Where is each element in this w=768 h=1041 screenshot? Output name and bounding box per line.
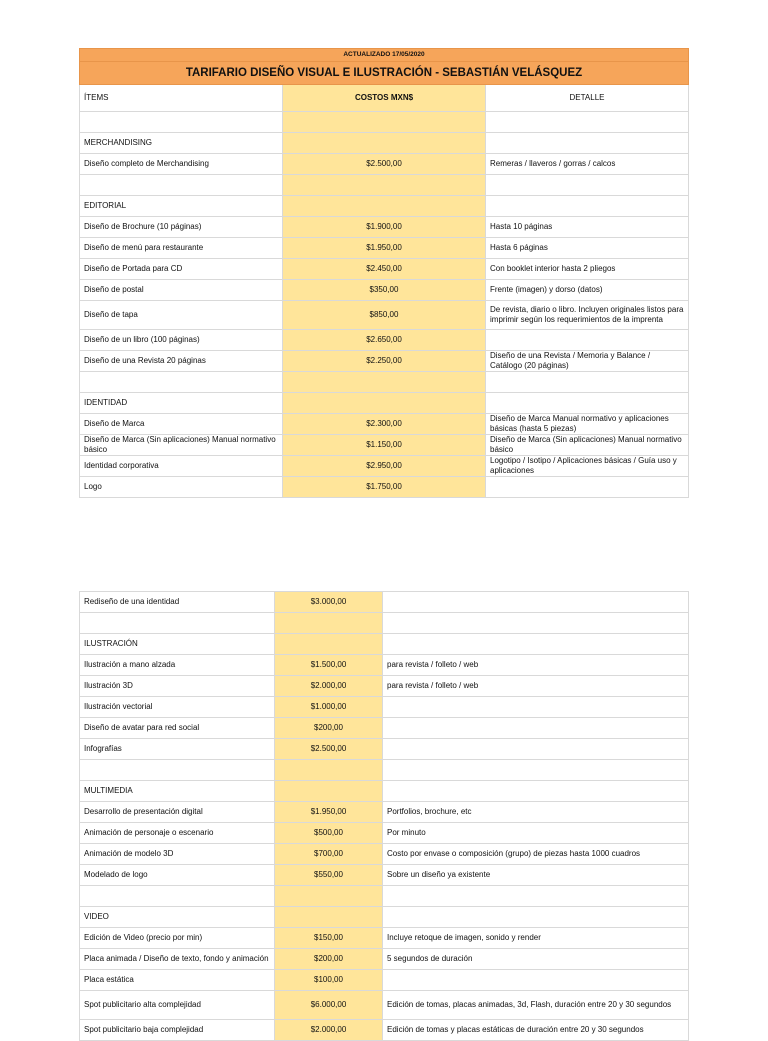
table-row: [80, 154, 689, 175]
pricing-table-bottom: [79, 591, 689, 1041]
item-cell: MULTIMEDIA: [80, 781, 275, 802]
item-cell: Diseño completo de Merchandising: [80, 154, 283, 175]
item-cell: [80, 112, 283, 133]
detail-cell: [486, 133, 689, 154]
item-cell: Spot publicitario alta complejidad: [80, 991, 275, 1020]
cost-cell: [283, 393, 486, 414]
table-row: [80, 991, 689, 1020]
detail-cell: Hasta 6 páginas: [486, 238, 689, 259]
item-cell: Infografías: [80, 739, 275, 760]
table-row: [80, 613, 689, 634]
detail-cell: Hasta 10 páginas: [486, 217, 689, 238]
item-cell: Modelado de logo: [80, 865, 275, 886]
table-row: [80, 133, 689, 154]
column-header-detail: DETALLE: [486, 85, 689, 112]
detail-cell: Con booklet interior hasta 2 pliegos: [486, 259, 689, 280]
item-cell: Diseño de menú para restaurante: [80, 238, 283, 259]
cost-cell: $100,00: [275, 970, 383, 991]
detail-cell: Diseño de una Revista / Memoria y Balance / Catálogo (20 páginas): [486, 351, 689, 372]
item-cell: Rediseño de una identidad: [80, 592, 275, 613]
table-row: [80, 634, 689, 655]
cost-cell: $1.500,00: [275, 655, 383, 676]
item-cell: Diseño de Portada para CD: [80, 259, 283, 280]
title-row: [80, 62, 689, 85]
item-cell: Ilustración vectorial: [80, 697, 275, 718]
column-header-items: ÍTEMS: [80, 85, 283, 112]
table-row: [80, 217, 689, 238]
item-cell: Identidad corporativa: [80, 456, 283, 477]
item-cell: Animación de personaje o escenario: [80, 823, 275, 844]
item-cell: Diseño de Marca: [80, 414, 283, 435]
detail-cell: Edición de tomas, placas animadas, 3d, Flash, duración entre 20 y 30 segundos: [383, 991, 689, 1020]
cost-cell: [275, 886, 383, 907]
cost-cell: $2.500,00: [283, 154, 486, 175]
cost-cell: $2.650,00: [283, 330, 486, 351]
item-cell: Edición de Video (precio por min): [80, 928, 275, 949]
cost-cell: $550,00: [275, 865, 383, 886]
item-cell: Diseño de tapa: [80, 301, 283, 330]
cost-cell: $350,00: [283, 280, 486, 301]
detail-cell: Frente (imagen) y dorso (datos): [486, 280, 689, 301]
table-row: [80, 435, 689, 456]
detail-cell: [383, 697, 689, 718]
item-cell: MERCHANDISING: [80, 133, 283, 154]
cost-cell: $2.450,00: [283, 259, 486, 280]
item-cell: Diseño de una Revista 20 páginas: [80, 351, 283, 372]
item-cell: IDENTIDAD: [80, 393, 283, 414]
table-row: [80, 970, 689, 991]
detail-cell: [486, 196, 689, 217]
detail-cell: [486, 477, 689, 498]
table-row: [80, 1020, 689, 1041]
table-row: [80, 739, 689, 760]
updated-row: [80, 49, 689, 62]
item-cell: [80, 760, 275, 781]
cost-cell: $1.150,00: [283, 435, 486, 456]
cost-cell: [275, 613, 383, 634]
detail-cell: Incluye retoque de imagen, sonido y render: [383, 928, 689, 949]
table-row: [80, 351, 689, 372]
column-header-row: [80, 85, 689, 112]
detail-cell: De revista, diario o libro. Incluyen originales listos para imprimir según los requerimientos de la imprenta: [486, 301, 689, 330]
item-cell: Diseño de postal: [80, 280, 283, 301]
updated-date: ACTUALIZADO 17/05/2020: [80, 49, 689, 62]
item-cell: VIDEO: [80, 907, 275, 928]
cost-cell: $2.000,00: [275, 1020, 383, 1041]
cost-cell: $1.000,00: [275, 697, 383, 718]
detail-cell: [383, 718, 689, 739]
cost-cell: [283, 196, 486, 217]
detail-cell: Edición de tomas y placas estáticas de duración entre 20 y 30 segundos: [383, 1020, 689, 1041]
table-row: [80, 238, 689, 259]
table-row: [80, 886, 689, 907]
cost-cell: $3.000,00: [275, 592, 383, 613]
item-cell: Placa estática: [80, 970, 275, 991]
cost-cell: $2.500,00: [275, 739, 383, 760]
table-row: [80, 718, 689, 739]
item-cell: [80, 372, 283, 393]
item-cell: Diseño de avatar para red social: [80, 718, 275, 739]
detail-cell: Costo por envase o composición (grupo) de piezas hasta 1000 cuadros: [383, 844, 689, 865]
table-row: [80, 823, 689, 844]
cost-cell: $200,00: [275, 949, 383, 970]
column-header-costs: COSTOS MXN$: [283, 85, 486, 112]
detail-cell: Diseño de Marca (Sin aplicaciones) Manual normativo básico: [486, 435, 689, 456]
item-cell: Diseño de Brochure (10 páginas): [80, 217, 283, 238]
item-cell: Ilustración a mano alzada: [80, 655, 275, 676]
cost-cell: $2.950,00: [283, 456, 486, 477]
cost-cell: $1.950,00: [275, 802, 383, 823]
cost-cell: $700,00: [275, 844, 383, 865]
table-row: [80, 676, 689, 697]
detail-cell: [486, 112, 689, 133]
detail-cell: Logotipo / Isotipo / Aplicaciones básicas / Guía uso y aplicaciones: [486, 456, 689, 477]
cost-cell: $150,00: [275, 928, 383, 949]
cost-cell: [275, 907, 383, 928]
table-row: [80, 196, 689, 217]
table-row: [80, 760, 689, 781]
table-row: [80, 655, 689, 676]
detail-cell: [383, 634, 689, 655]
table-row: [80, 802, 689, 823]
table-row: [80, 697, 689, 718]
cost-cell: [275, 760, 383, 781]
cost-cell: $1.950,00: [283, 238, 486, 259]
table-row: [80, 844, 689, 865]
cost-cell: $1.900,00: [283, 217, 486, 238]
detail-cell: [486, 372, 689, 393]
detail-cell: Por minuto: [383, 823, 689, 844]
item-cell: Desarrollo de presentación digital: [80, 802, 275, 823]
page-title: TARIFARIO DISEÑO VISUAL E ILUSTRACIÓN - SEBASTIÁN VELÁSQUEZ: [80, 62, 689, 85]
detail-cell: [383, 781, 689, 802]
table-row: [80, 175, 689, 196]
detail-cell: [383, 907, 689, 928]
table-row: [80, 301, 689, 330]
detail-cell: para revista / folleto / web: [383, 676, 689, 697]
detail-cell: 5 segundos de duración: [383, 949, 689, 970]
detail-cell: [383, 886, 689, 907]
detail-cell: [486, 330, 689, 351]
table-row: [80, 372, 689, 393]
cost-cell: [283, 175, 486, 196]
cost-cell: $6.000,00: [275, 991, 383, 1020]
cost-cell: [283, 372, 486, 393]
detail-cell: Diseño de Marca Manual normativo y aplicaciones básicas (hasta 5 piezas): [486, 414, 689, 435]
cost-cell: $200,00: [275, 718, 383, 739]
detail-cell: para revista / folleto / web: [383, 655, 689, 676]
detail-cell: [486, 393, 689, 414]
item-cell: Spot publicitario baja complejidad: [80, 1020, 275, 1041]
table-row: [80, 112, 689, 133]
item-cell: Diseño de un libro (100 páginas): [80, 330, 283, 351]
item-cell: Logo: [80, 477, 283, 498]
item-cell: ILUSTRACIÓN: [80, 634, 275, 655]
table-row: [80, 928, 689, 949]
table-row: [80, 907, 689, 928]
pricing-table-top: [79, 48, 689, 498]
cost-cell: [275, 781, 383, 802]
detail-cell: [383, 592, 689, 613]
detail-cell: [486, 175, 689, 196]
table-row: [80, 393, 689, 414]
cost-cell: $2.000,00: [275, 676, 383, 697]
table-row: [80, 456, 689, 477]
item-cell: [80, 613, 275, 634]
cost-cell: [275, 634, 383, 655]
cost-cell: $2.250,00: [283, 351, 486, 372]
table-row: [80, 280, 689, 301]
table-row: [80, 414, 689, 435]
item-cell: Ilustración 3D: [80, 676, 275, 697]
cost-cell: $850,00: [283, 301, 486, 330]
detail-cell: Sobre un diseño ya existente: [383, 865, 689, 886]
item-cell: [80, 886, 275, 907]
cost-cell: $500,00: [275, 823, 383, 844]
cost-cell: [283, 133, 486, 154]
table-row: [80, 592, 689, 613]
table-row: [80, 259, 689, 280]
table-row: [80, 781, 689, 802]
detail-cell: [383, 760, 689, 781]
item-cell: Diseño de Marca (Sin aplicaciones) Manual normativo básico: [80, 435, 283, 456]
table-row: [80, 865, 689, 886]
item-cell: Placa animada / Diseño de texto, fondo y animación: [80, 949, 275, 970]
table-row: [80, 330, 689, 351]
detail-cell: [383, 613, 689, 634]
item-cell: EDITORIAL: [80, 196, 283, 217]
detail-cell: [383, 970, 689, 991]
cost-cell: $2.300,00: [283, 414, 486, 435]
detail-cell: Portfolios, brochure, etc: [383, 802, 689, 823]
item-cell: [80, 175, 283, 196]
detail-cell: [383, 739, 689, 760]
cost-cell: [283, 112, 486, 133]
table-row: [80, 949, 689, 970]
item-cell: Animación de modelo 3D: [80, 844, 275, 865]
table-row: [80, 477, 689, 498]
detail-cell: Remeras / llaveros / gorras / calcos: [486, 154, 689, 175]
cost-cell: $1.750,00: [283, 477, 486, 498]
